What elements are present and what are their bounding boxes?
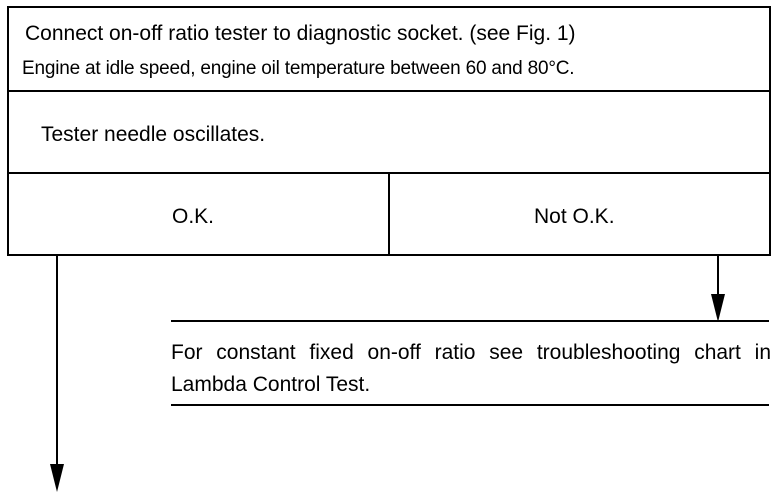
instruction-line-1: Connect on-off ratio tester to diagnostic socket. (see Fig. 1) bbox=[25, 22, 576, 45]
not-ok-arrow-head-icon bbox=[711, 294, 725, 322]
not-ok-arrow-shaft bbox=[717, 256, 719, 296]
note-top-rule bbox=[171, 320, 769, 322]
ok-arrow-head-icon bbox=[50, 464, 64, 492]
not-ok-label: Not O.K. bbox=[534, 205, 615, 228]
note-bottom-rule bbox=[171, 404, 769, 406]
instruction-line-2: Engine at idle speed, engine oil temperature between 60 and 80°C. bbox=[22, 58, 575, 79]
check-text: Tester needle oscillates. bbox=[41, 123, 266, 146]
divider-ok-notok bbox=[388, 172, 390, 256]
troubleshooting-note: For constant fixed on-off ratio see troubleshooting chart in Lambda Control Test. bbox=[171, 341, 771, 396]
ok-arrow-shaft bbox=[56, 256, 58, 466]
divider-after-instructions bbox=[7, 90, 771, 92]
ok-label: O.K. bbox=[172, 205, 215, 228]
